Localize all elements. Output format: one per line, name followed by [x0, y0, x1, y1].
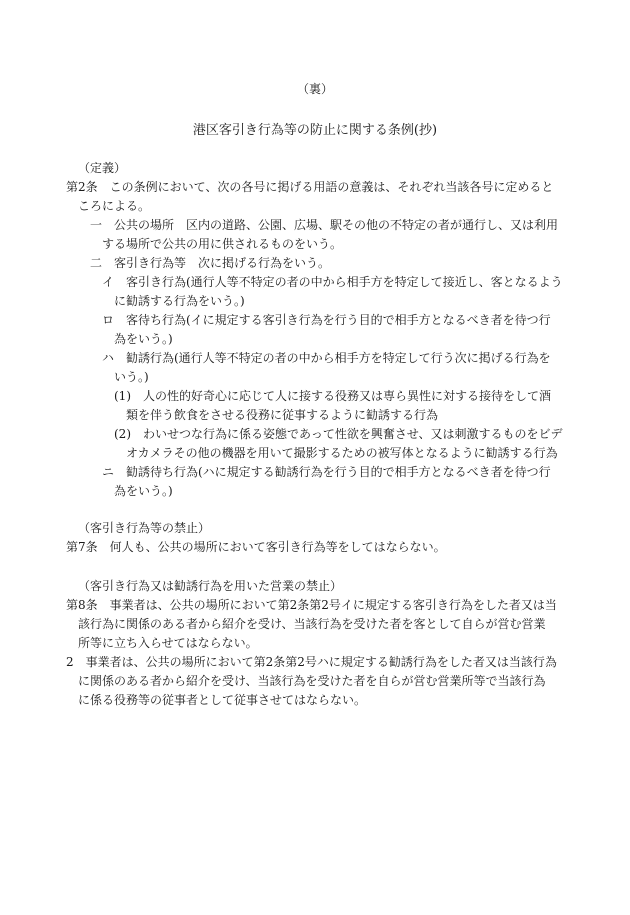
article2-line2: ころによる。 [78, 199, 151, 213]
business-heading: （客引き行為又は勧誘行為を用いた営業の禁止） [78, 579, 343, 593]
sub-ha1-line1: (1) 人の性的好奇心に応じて人に接する役務又は専ら異性に対する接待をして酒 [114, 389, 552, 403]
prohibition-heading: （客引き行為等の禁止） [78, 521, 211, 535]
sub-ha1-line2: 類を伴う飲食をさせる役務に従事するように勧誘する行為 [126, 408, 439, 422]
sub-i-line2: に勧誘する行為をいう。) [114, 294, 245, 308]
definitions-heading: （定義） [78, 161, 127, 175]
sub-ni-line2: 為をいう。) [114, 484, 173, 498]
article8-line3: 所等に立ち入らせてはならない。 [78, 636, 258, 650]
article7-line: 第7条 何人も、公共の場所において客引き行為等をしてはならない。 [66, 540, 446, 554]
article8-line1: 第8条 事業者は、公共の場所において第2条第2号イに規定する客引き行為をした者又は当 [66, 598, 557, 612]
page-title: 港区客引き行為等の防止に関する条例(抄) [192, 123, 438, 138]
sub-i-line1: イ 客引き行為(通行人等不特定の者の中から相手方を特定して接近し、客となるよう [102, 275, 563, 289]
article8-para2-line3: に係る役務等の従事者として従事させてはならない。 [78, 693, 367, 707]
sub-ni-line1: ニ 勧誘待ち行為(ハに規定する勧誘行為を行う目的で相手方となるべき者を待つ行 [102, 465, 551, 479]
item1-line1: 一 公共の場所 区内の道路、公園、広場、駅その他の不特定の者が通行し、又は利用 [90, 218, 559, 232]
article8-line2: 該行為に関係のある者から紹介を受け、当該行為を受けた者を客として自らが営む営業 [78, 617, 546, 631]
item1-line2: する場所で公共の用に供されるものをいう。 [102, 237, 343, 251]
article8-para2-line1: 2 事業者は、公共の場所において第2条第2号ハに規定する勧誘行為をした者又は当該行為 [66, 655, 557, 669]
sub-ha-line2: いう。) [114, 370, 149, 384]
sub-ha2-line2: オカメラその他の機器を用いて撮影するための被写体となるように勧誘する行為 [126, 446, 558, 460]
sub-ha-line1: ハ 勧誘行為(通行人等不特定の者の中から相手方を特定して行う次に掲げる行為を [102, 351, 551, 365]
sub-ro-line1: ロ 客待ち行為(イに規定する客引き行為を行う目的で相手方となるべき者を待つ行 [102, 313, 551, 327]
reverse-side-label: （裏） [296, 82, 333, 96]
item2-line: 二 客引き行為等 次に掲げる行為をいう。 [90, 256, 331, 270]
article8-para2-line2: に関係のある者から紹介を受け、当該行為を受けた者を自らが営む営業所等で当該行為 [78, 674, 546, 688]
article2-line1: 第2条 この条例において、次の各号に掲げる用語の意義は、それぞれ当該各号に定めると [66, 180, 554, 194]
sub-ro-line2: 為をいう。) [114, 332, 173, 346]
sub-ha2-line1: (2) わいせつな行為に係る姿態であって性欲を興奮させ、又は刺激するものをビデ [114, 427, 563, 441]
